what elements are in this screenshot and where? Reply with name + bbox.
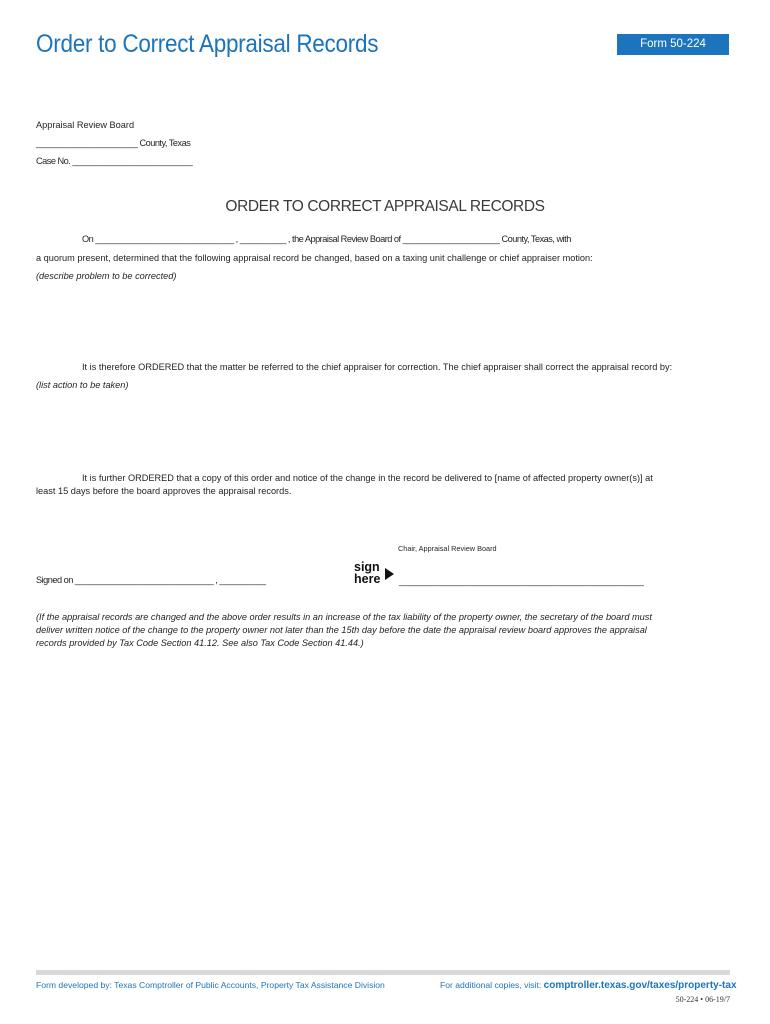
notice-order-text-2: least 15 days before the board approves the appraisal records.	[36, 486, 292, 496]
footer-copies-prefix: For additional copies, visit:	[440, 980, 542, 990]
sign-arrow-icon	[385, 568, 394, 580]
county-field[interactable]: ______________________ County, Texas	[36, 138, 191, 148]
case-number-field[interactable]: Case No. __________________________	[36, 156, 193, 166]
footer-copies-link[interactable]: comptroller.texas.gov/taxes/property-tax	[543, 980, 737, 991]
board-label: Appraisal Review Board	[36, 120, 135, 130]
order-date-line[interactable]: On ______________________________ , __________ , the Appraisal Review Board of _____________________ County, Texas, with	[82, 234, 571, 244]
footer-copies	[440, 980, 737, 991]
ordered-referral-text: It is therefore ORDERED that the matter be referred to the chief appraiser for correction. The chief appraiser shall correct the appraisal record by:	[82, 362, 673, 372]
sign-here-icon: sign here	[354, 560, 381, 586]
form-number-badge: Form 50-224	[617, 34, 729, 55]
quorum-text: a quorum present, determined that the following appraisal record be changed, based on a taxing unit challenge or chief appraiser motion:	[36, 253, 593, 263]
footer-developed-by: Form developed by: Texas Comptroller of Public Accounts, Property Tax Assistance Division	[36, 980, 385, 990]
chair-label: Chair, Appraisal Review Board	[398, 544, 497, 553]
describe-problem-field[interactable]: (describe problem to be corrected)	[36, 271, 177, 281]
notice-order-text: It is further ORDERED that a copy of this order and notice of the change in the record be delivered to [name of affected property owner(s)] at	[82, 473, 653, 483]
section-title: ORDER TO CORRECT APPRAISAL RECORDS	[225, 198, 545, 215]
form-title: Order to Correct Appraisal Records	[36, 30, 379, 58]
note-line-2: deliver written notice of the change to the property owner not later than the 15th day before the date the appraisal review board approves the appraisal	[36, 625, 647, 635]
signed-on-field[interactable]: Signed on ______________________________ , __________	[36, 575, 266, 585]
action-field[interactable]: (list action to be taken)	[36, 380, 129, 390]
signature-field[interactable]: _____________________________________________________	[399, 576, 644, 586]
footer-version: 50-224 • 06-19/7	[675, 995, 730, 1004]
footer-rule	[36, 970, 730, 975]
note-line-3: records provided by Tax Code Section 41.12. See also Tax Code Section 41.44.)	[36, 638, 364, 648]
note-line-1: (If the appraisal records are changed and the above order results in an increase of the tax liability of the property owner, the secretary of the board must	[36, 612, 652, 622]
